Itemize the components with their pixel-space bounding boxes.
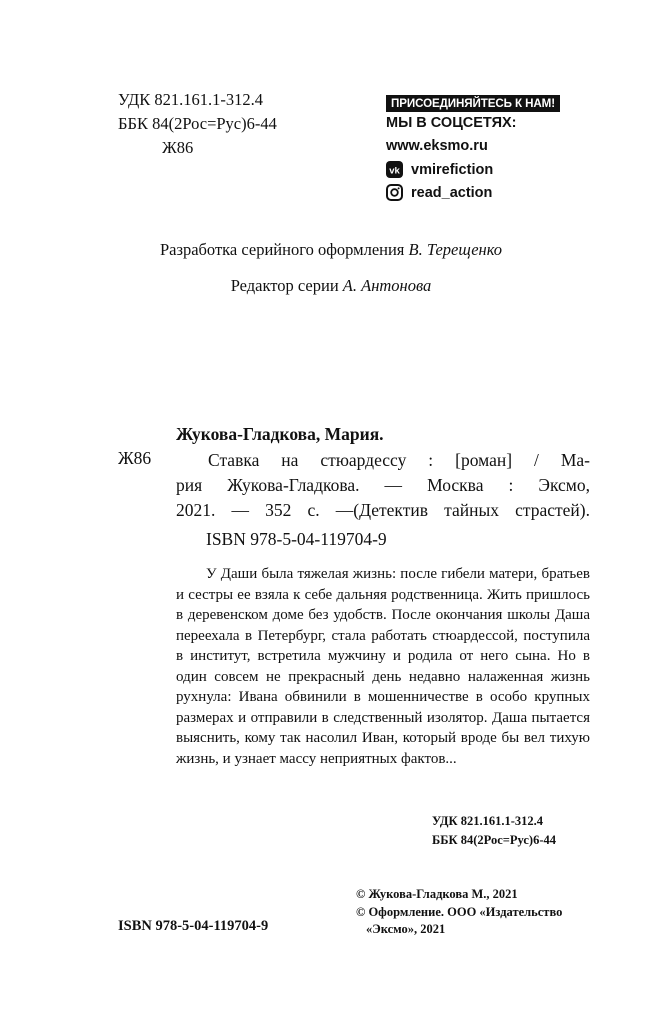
author-heading: Жукова-Гладкова, Мария.: [176, 424, 384, 444]
isbn-record: ISBN 978-5-04-119704-9: [206, 529, 387, 549]
copyright-block: [356, 886, 562, 939]
bbk-code: ББК 84(2Рос=Рус)6-44: [118, 114, 277, 133]
join-banner: ПРИСОЕДИНЯЙТЕСЬ К НАМ!: [386, 95, 560, 112]
editor-credit: [0, 276, 662, 296]
instagram-row[interactable]: [386, 181, 592, 204]
copyright-design: © Оформление. ООО «Издательство: [356, 904, 563, 919]
classification-block: [118, 88, 277, 160]
instagram-icon: [386, 184, 403, 201]
vk-row[interactable]: [386, 158, 592, 181]
bib-line-1: Ставка на стюардессу : [роман] / Ма-: [208, 450, 590, 470]
copyright-publisher: «Эксмо», 2021: [366, 922, 446, 936]
social-subtitle: МЫ В СОЦСЕТЯХ:: [386, 115, 517, 131]
design-name: В. Терещенко: [408, 240, 503, 259]
bib-line-3: 2021. — 352 с. —(Детектив тайных страстей).: [176, 500, 590, 520]
social-block: [386, 94, 592, 204]
udk-code-right: УДК 821.161.1-312.4: [432, 814, 543, 828]
bbk-code-right: ББК 84(2Рос=Рус)6-44: [432, 833, 556, 847]
vk-icon: [386, 161, 403, 178]
annotation: [176, 564, 590, 769]
isbn-bottom: ISBN 978-5-04-119704-9: [118, 918, 269, 934]
svg-text:vk: vk: [389, 165, 400, 177]
website-link[interactable]: www.eksmo.ru: [386, 138, 488, 154]
design-label: Разработка серийного оформления: [159, 240, 405, 259]
bib-author-mark: Ж86: [118, 448, 152, 468]
udk-code: УДК 821.161.1-312.4: [118, 90, 264, 109]
classification-right: [432, 812, 556, 850]
copyright-author: © Жукова-Гладкова М., 2021: [356, 887, 518, 901]
editor-label: Редактор серии: [230, 276, 339, 295]
design-credit: [0, 240, 662, 260]
instagram-handle: read_action: [411, 184, 493, 201]
bib-description: [176, 448, 590, 523]
bib-line-2: рия Жукова-Гладкова. — Москва : Эксмо,: [176, 475, 590, 495]
vk-handle: vmirefiction: [411, 161, 494, 178]
annotation-text: У Даши была тяжелая жизнь: после гибели матери, братьев и сестры ее взяла к себе дальняя родственница. Жить пришлось в деревенском доме без удобств. После окончания школы Даша переехала в Петербург, стала работать стюардессой, поступила в институт, встретила мужчину и родила от него сына. Но в один совсем не прекрасный день недавно налаженная жизнь рухнула: Ивана обвинили в мошенничестве в особо крупных размерах и отправили в следственный изолятор. Даша пытается выяснить, кому так насолил Иван, который вроде бы вел тихую жизнь, и узнает массу неприятных фактов...: [176, 566, 590, 767]
author-mark: Ж86: [162, 138, 194, 157]
editor-name: А. Антонова: [342, 276, 432, 295]
